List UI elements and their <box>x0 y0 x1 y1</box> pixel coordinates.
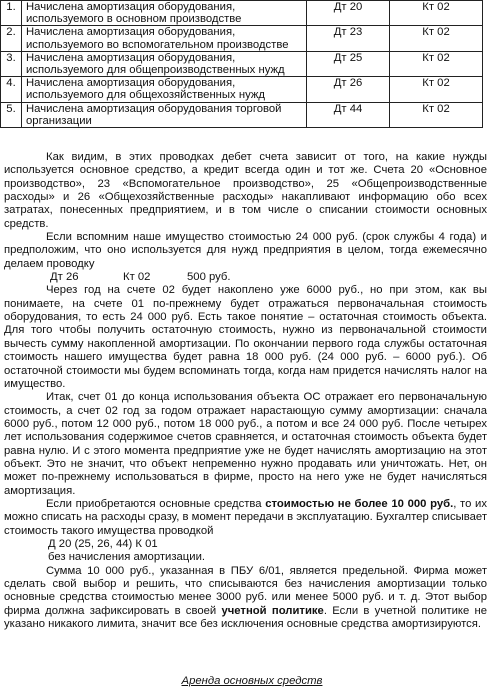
paragraph: Как видим, в этих проводках дебет счета зависит от того, на какие нужды используется основное средство, а кредит всегда один и тот же. Счета 20 «Основное производство», 23 «Вспомогательное производство», 25 «Общепроизводственные расходы» и 26 «Общехозяйственные расходы» накапливают информацию обо всех затратах, понесенных предприятием, и в том числе о списании стоимости основных средств. <box>4 151 487 230</box>
row-number: 2. <box>1 26 22 51</box>
table-row <box>1 1 483 26</box>
row-debit: Дт 20 <box>307 1 390 26</box>
row-description <box>22 51 307 76</box>
section-heading: Аренда основных средств <box>181 675 323 687</box>
paragraph: Сумма 10 000 руб., указанная в ПБУ 6/01, является предельной. Фирма может сделать свой выбор и решить, что списываются без начисления амортизации только основные средства стоимостью менее 3000 руб. или менее 5000 руб. и т. д. Этот выбор фирма должна зафиксировать в своей учетной политике. Если в учетной политике не указано никакого лимита, значит все без исключения основные средства амортизируются. <box>4 564 488 631</box>
row-debit: Дт 25 <box>307 51 390 76</box>
paragraph: Итак, счет 01 до конца использования объекта ОС отражает его первоначальную стоимость, а счет 02 год за годом отражает нарастающую сумму амортизации: сначала 6000 руб., потом 12 000 руб., потом 18 000 руб., а потом и все 24 000 руб. После четырех лет использования содержимое счетов сравняется, и остаточная стоимость объекта будет равна нулю. И с этого момента предприятие уже не будет начислять амортизацию на этот объект. Это не значит, что объект непременно нужно продавать или уничтожать. Нет, он может по-прежнему использоваться в фирме, просто на него уже не будет начисляться амортизация. <box>4 391 487 497</box>
row-number: 5. <box>1 102 22 127</box>
posting-entry: Д 20 (25, 26, 44) К 01 <box>48 537 158 550</box>
row-description-line: используемого для общехозяйственных нужд <box>26 89 265 102</box>
row-credit: Кт 02 <box>390 102 483 127</box>
paragraph: Если приобретаются основные средства стоимостью не более 10 000 руб., то их можно списать на расходы сразу, в момент передачи в эксплуатацию. Бухгалтер списывает стоимость такого имущества проводкой <box>4 497 487 537</box>
document-body <box>4 151 487 631</box>
bold-term: учетной политике <box>221 604 324 617</box>
row-description-line: используемого для общепроизводственных нужд <box>26 64 285 77</box>
row-description <box>22 77 307 102</box>
row-description-line: используемого во вспомогательном производстве <box>26 38 289 51</box>
row-number: 1. <box>1 1 22 26</box>
paragraph: Если вспомним наше имущество стоимостью 24 000 руб. (срок службы 4 года) и предположим, что оно используется для нужд предприятия в целом, тогда ежемесячно делаем проводку <box>4 231 487 270</box>
table-row <box>1 51 483 76</box>
row-description-line: организации <box>26 114 92 127</box>
table-row <box>1 26 483 51</box>
row-description <box>22 102 307 127</box>
row-description-line: Начислена амортизация оборудования торговой <box>26 102 282 115</box>
row-number: 4. <box>1 77 22 102</box>
posting-sum: 500 руб. <box>187 271 231 284</box>
posting-entry <box>4 271 487 284</box>
row-description-line: используемого в основном производстве <box>26 13 242 26</box>
posting-note: без начисления амортизации. <box>48 551 206 564</box>
row-description-line: Начислена амортизация оборудования, <box>26 1 236 13</box>
row-description-line: Начислена амортизация оборудования, <box>26 26 236 39</box>
bold-term: стоимостью не более 10 000 руб. <box>265 497 454 510</box>
row-description <box>22 1 307 26</box>
postings-table <box>0 0 483 128</box>
row-credit: Кт 02 <box>390 77 483 102</box>
row-debit: Дт 23 <box>307 26 390 51</box>
row-credit: Кт 02 <box>390 1 483 26</box>
posting-credit: Кт 02 <box>123 271 151 284</box>
row-number: 3. <box>1 51 22 76</box>
paragraph: Через год на счете 02 будет накоплено уже 6000 руб., но при этом, как вы понимаете, на счете 01 по-прежнему будет отражаться первоначальная стоимость оборудования, то есть 24 000 руб. Есть такое понятие – остаточная стоимость объекта. Для того чтобы получить остаточную стоимость, нужно из первоначальной стоимости вычесть сумму накопленной амортизации. По окончании первого года службы остаточная стоимость нашего имущества будет равна 18 000 руб. (24 000 руб. – 6000 руб.). Об остаточной стоимости мы будем вспоминать тогда, когда нам придется начислять налог на имущество. <box>4 284 487 390</box>
posting-debit: Дт 26 <box>50 271 79 284</box>
row-credit: Кт 02 <box>390 51 483 76</box>
row-description <box>22 26 307 51</box>
row-debit: Дт 44 <box>307 102 390 127</box>
table-row <box>1 77 483 102</box>
row-credit: Кт 02 <box>390 26 483 51</box>
row-description-line: Начислена амортизация оборудования, <box>26 51 236 64</box>
table-row <box>1 102 483 127</box>
row-description-line: Начислена амортизация оборудования, <box>26 77 236 90</box>
row-debit: Дт 26 <box>307 77 390 102</box>
